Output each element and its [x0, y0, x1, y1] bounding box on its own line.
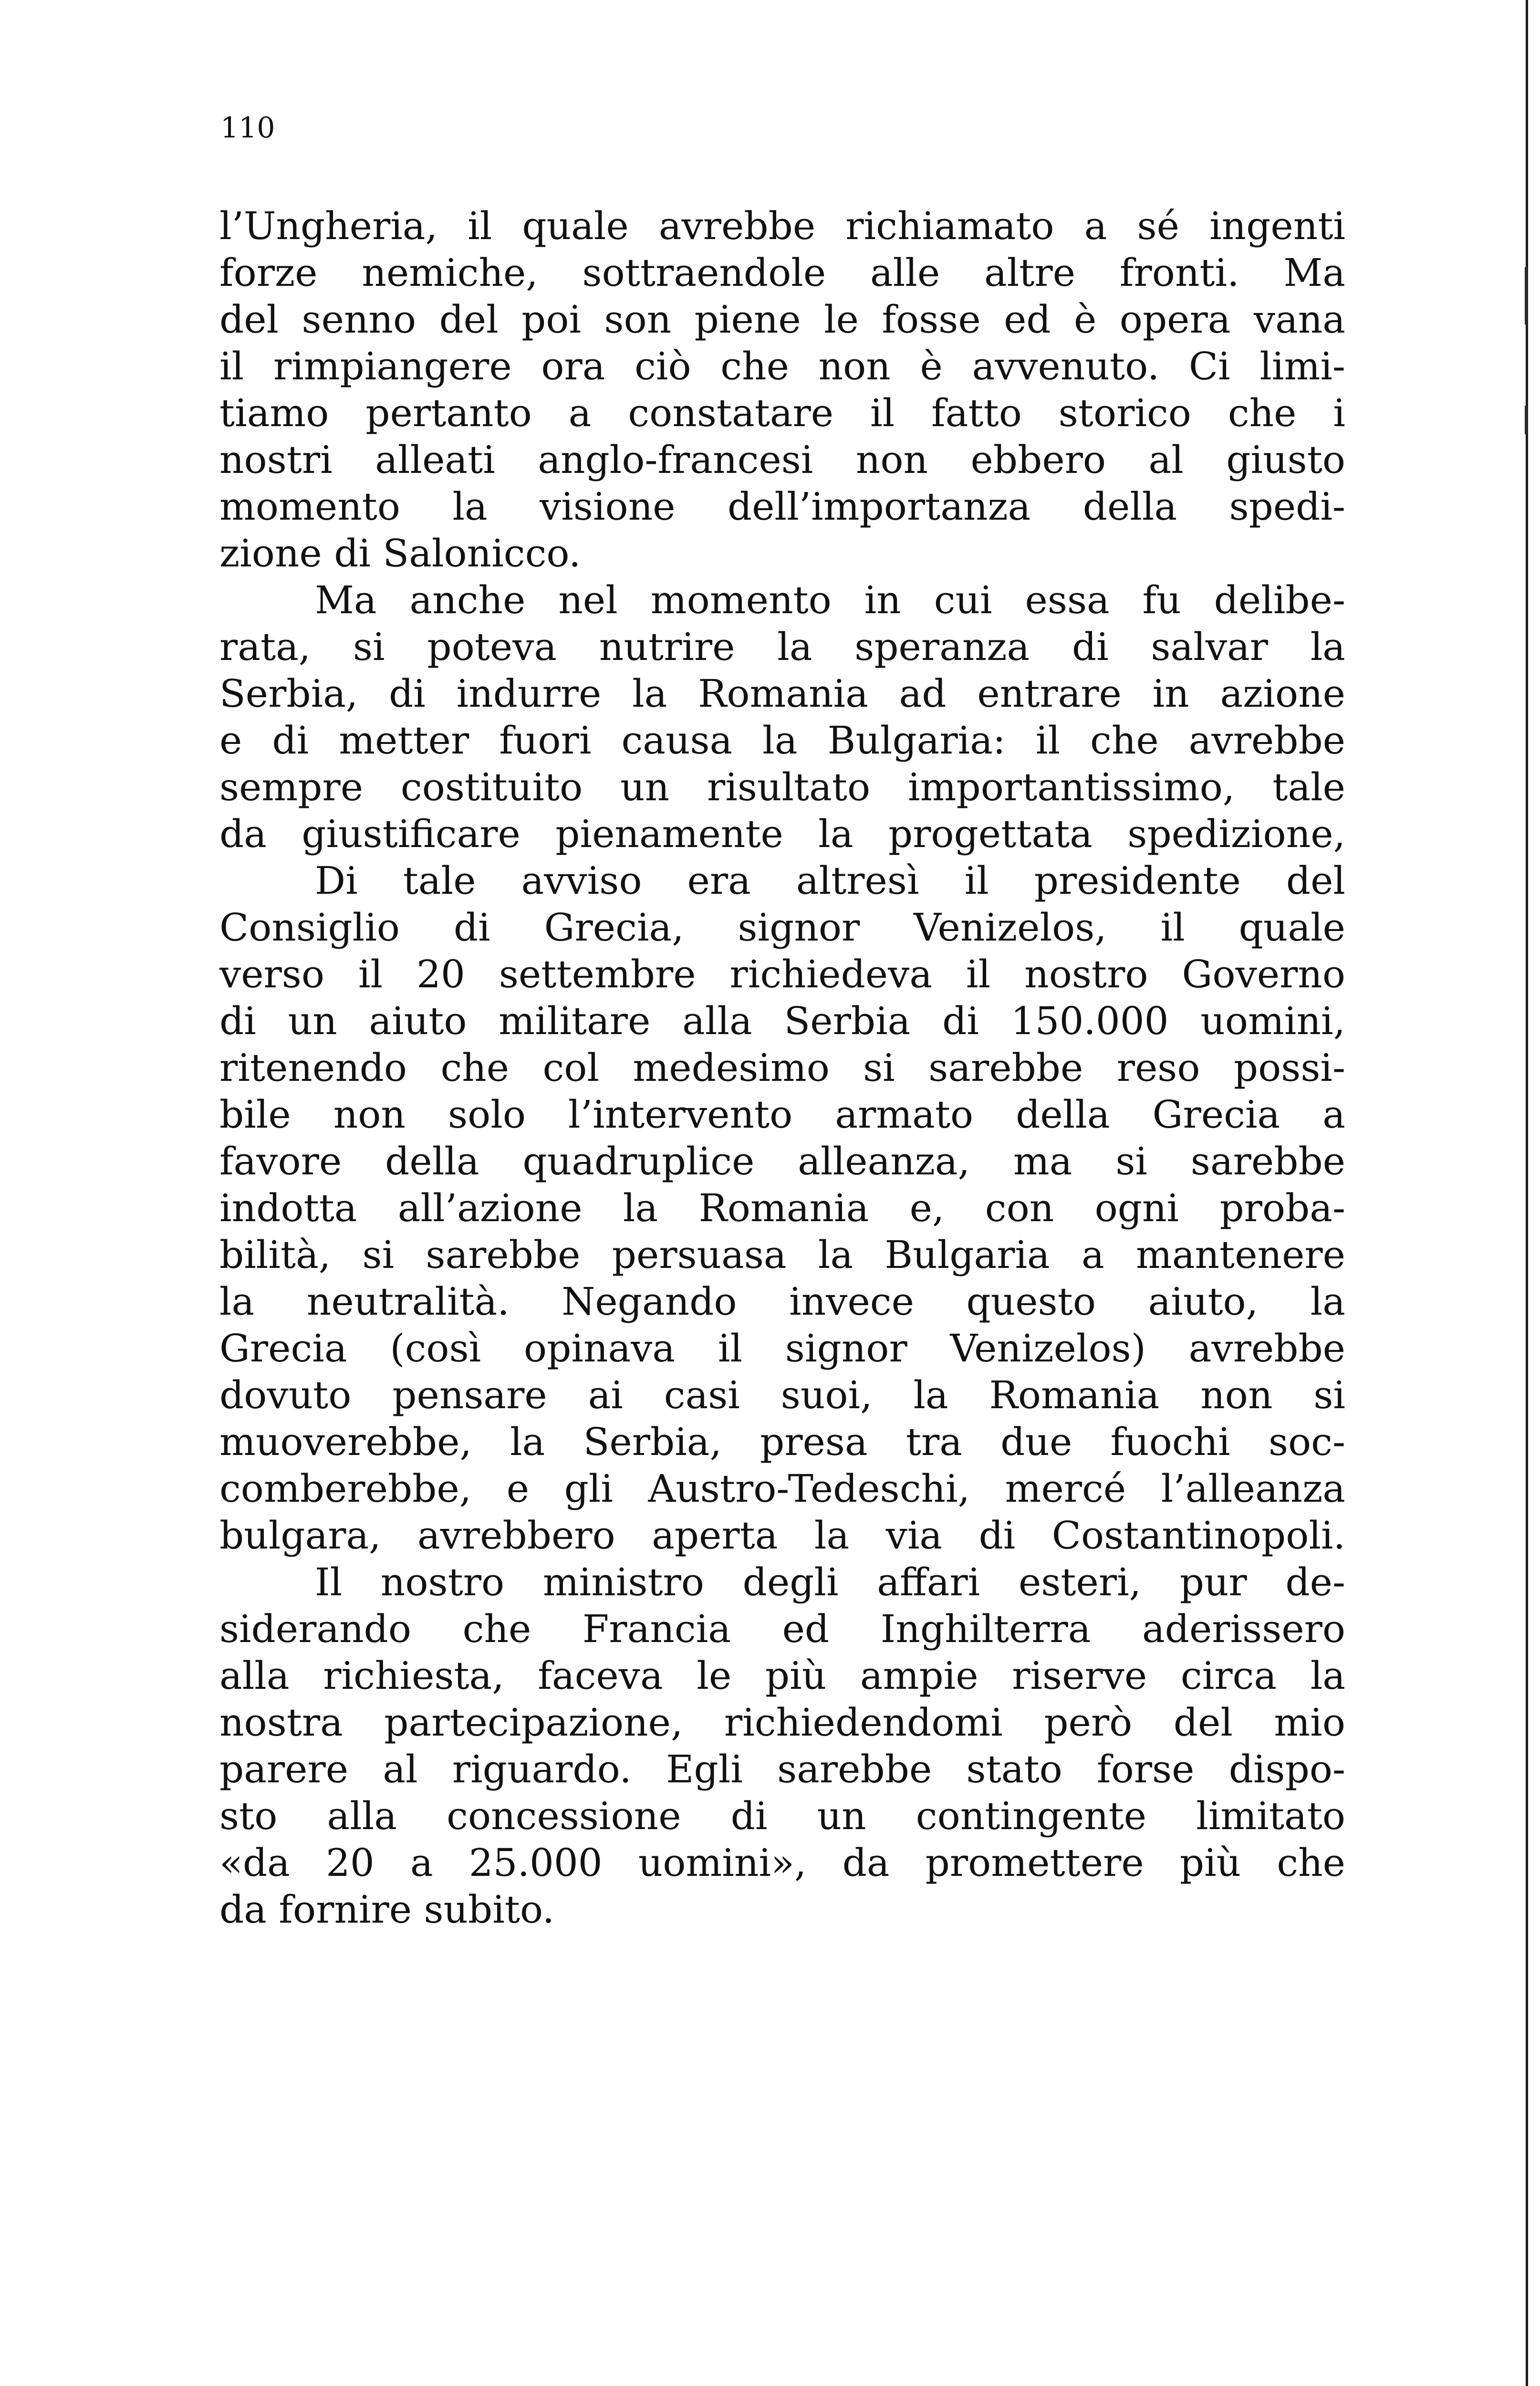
text-line: sempre costituito un risultato importantissimo, tale: [219, 765, 1345, 809]
edge-mark: [1525, 267, 1528, 324]
text-line: dovuto pensare ai casi suoi, la Romania non si: [219, 1373, 1345, 1417]
text-line: Serbia, di indurre la Romania ad entrare in azione: [219, 671, 1345, 716]
text-line: verso il 20 settembre richiedeva il nostro Governo: [219, 952, 1345, 996]
text-line: bilità, si sarebbe persuasa la Bulgaria a mantenere: [219, 1233, 1345, 1277]
text-line: comberebbe, e gli Austro-Tedeschi, mercé l’alleanza: [219, 1466, 1345, 1511]
text-line: ritenendo che col medesimo si sarebbe reso possi-: [219, 1046, 1345, 1090]
text-line: Consiglio di Grecia, signor Venizelos, il quale: [219, 905, 1345, 950]
text-line: il rimpiangere ora ciò che non è avvenuto. Ci limi-: [219, 344, 1345, 388]
text-line: forze nemiche, sottraendole alle altre fronti. Ma: [219, 251, 1345, 295]
text-line: del senno del poi son piene le fosse ed è opera vana: [219, 297, 1345, 342]
text-line: bulgara, avrebbero aperta la via di Costantinopoli.: [219, 1513, 1345, 1558]
text-line: Di tale avviso era altresì il presidente del: [315, 858, 1345, 903]
edge-mark: [1525, 406, 1528, 434]
page-number: 110: [220, 111, 275, 145]
text-line: zione di Salonicco.: [219, 531, 581, 576]
text-line: rata, si poteva nutrire la speranza di salvar la: [219, 625, 1345, 669]
text-line: di un aiuto militare alla Serbia di 150.000 uomini,: [219, 999, 1345, 1043]
text-line: «da 20 a 25.000 uomini», da promettere più che: [219, 1841, 1345, 1885]
text-line: nostri alleati anglo-francesi non ebbero al giusto: [219, 438, 1345, 482]
page-edge-border: [1526, 0, 1528, 2386]
text-line: siderando che Francia ed Inghilterra aderissero: [219, 1607, 1345, 1651]
text-line: Ma anche nel momento in cui essa fu delibe-: [315, 578, 1345, 622]
text-line: nostra partecipazione, richiedendomi però del mio: [219, 1700, 1345, 1745]
text-line: parere al riguardo. Egli sarebbe stato forse dispo-: [219, 1747, 1345, 1791]
text-line: alla richiesta, faceva le più ampie riserve circa la: [219, 1653, 1345, 1698]
text-line: l’Ungheria, il quale avrebbe richiamato a sé ingenti: [219, 204, 1345, 248]
text-line: da fornire subito.: [219, 1887, 555, 1932]
text-line: sto alla concessione di un contingente limitato: [219, 1794, 1345, 1838]
text-line: da giustificare pienamente la progettata spedizione,: [219, 812, 1345, 856]
body-text: [219, 203, 1345, 1933]
text-line: indotta all’azione la Romania e, con ogni proba-: [219, 1186, 1345, 1230]
text-line: momento la visione dell’importanza della spedi-: [219, 484, 1345, 529]
text-line: la neutralità. Negando invece questo aiuto, la: [219, 1279, 1345, 1324]
text-line: Grecia (così opinava il signor Venizelos) avrebbe: [219, 1326, 1345, 1371]
text-line: muoverebbe, la Serbia, presa tra due fuochi soc-: [219, 1420, 1345, 1464]
text-line: e di metter fuori causa la Bulgaria: il che avrebbe: [219, 718, 1345, 763]
text-line: Il nostro ministro degli affari esteri, pur de-: [315, 1560, 1345, 1604]
text-line: bile non solo l’intervento armato della Grecia a: [219, 1092, 1345, 1137]
text-line: tiamo pertanto a constatare il fatto storico che i: [219, 391, 1345, 435]
text-line: favore della quadruplice alleanza, ma si sarebbe: [219, 1139, 1345, 1183]
